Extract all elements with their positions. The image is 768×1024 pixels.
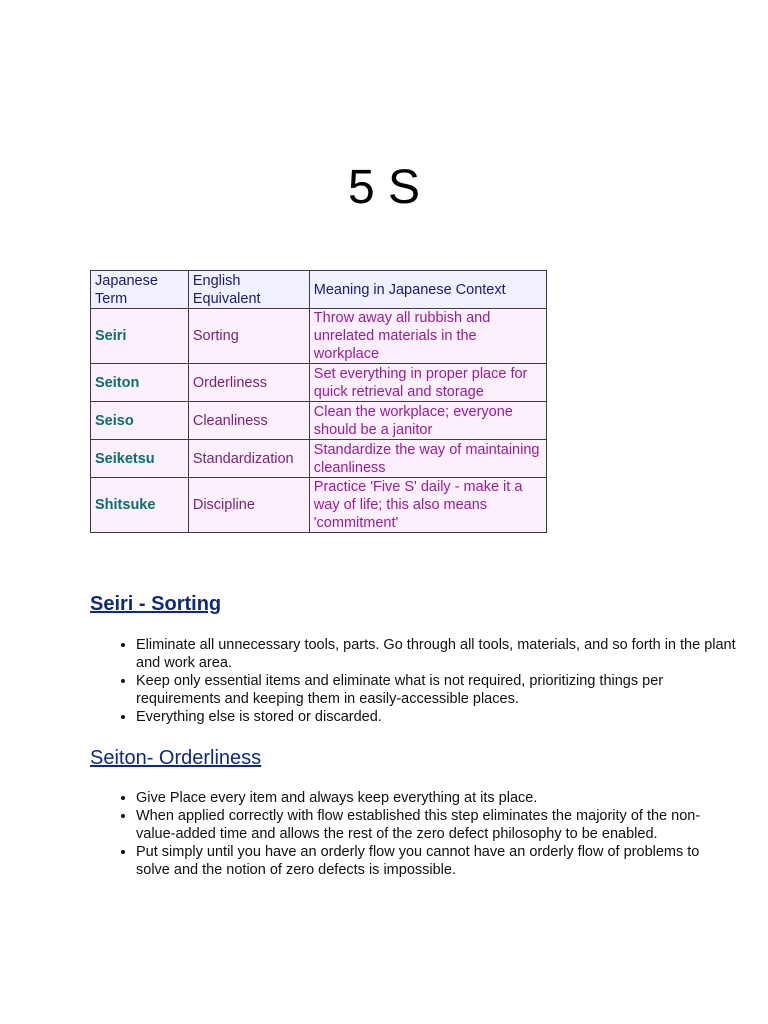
section-heading-seiri: Seiri - Sorting — [90, 593, 222, 615]
cell-english: Sorting — [188, 309, 309, 364]
header-japanese-term: Japanese Term — [91, 271, 189, 309]
cell-meaning: Set everything in proper place for quick retrieval and storage — [309, 364, 546, 402]
page-title: 5 S — [347, 161, 421, 214]
cell-meaning: Clean the workplace; everyone should be a janitor — [309, 402, 546, 440]
cell-meaning: Practice 'Five S' daily - make it a way of life; this also means 'commitment' — [309, 478, 546, 533]
section-heading-seiton: Seiton- Orderliness — [90, 747, 262, 769]
table-row — [91, 440, 547, 478]
cell-term: Seiton — [91, 364, 189, 402]
seiton-bullet-list — [90, 789, 736, 879]
header-english-equivalent: English Equivalent — [188, 271, 309, 309]
list-item: • Keep only essential items and eliminate what is not required, prioritizing things per requirements and keeping them in easily-accessible places. — [136, 672, 736, 708]
list-item: • When applied correctly with flow established this step eliminates the majority of the non-value-added time and allows the rest of the zero defect philosophy to be enabled. — [136, 807, 736, 843]
five-s-table — [90, 270, 547, 533]
table-row — [91, 309, 547, 364]
cell-english: Cleanliness — [188, 402, 309, 440]
cell-term: Seiketsu — [91, 440, 189, 478]
table-row — [91, 364, 547, 402]
cell-term: Seiso — [91, 402, 189, 440]
cell-meaning: Standardize the way of maintaining cleanliness — [309, 440, 546, 478]
table-row — [91, 478, 547, 533]
list-item: • Everything else is stored or discarded. — [136, 708, 736, 726]
header-meaning: Meaning in Japanese Context — [309, 271, 546, 309]
table-header-row — [91, 271, 547, 309]
list-item: • Put simply until you have an orderly flow you cannot have an orderly flow of problems to solve and the notion of zero defects is impossible. — [136, 843, 736, 879]
cell-term: Seiri — [91, 309, 189, 364]
table-row — [91, 402, 547, 440]
cell-term: Shitsuke — [91, 478, 189, 533]
cell-english: Orderliness — [188, 364, 309, 402]
list-item: • Give Place every item and always keep everything at its place. — [136, 789, 736, 807]
cell-english: Discipline — [188, 478, 309, 533]
seiri-bullet-list — [90, 636, 736, 726]
cell-english: Standardization — [188, 440, 309, 478]
cell-meaning: Throw away all rubbish and unrelated materials in the workplace — [309, 309, 546, 364]
list-item: • Eliminate all unnecessary tools, parts. Go through all tools, materials, and so forth in the plant and work area. — [136, 636, 736, 672]
